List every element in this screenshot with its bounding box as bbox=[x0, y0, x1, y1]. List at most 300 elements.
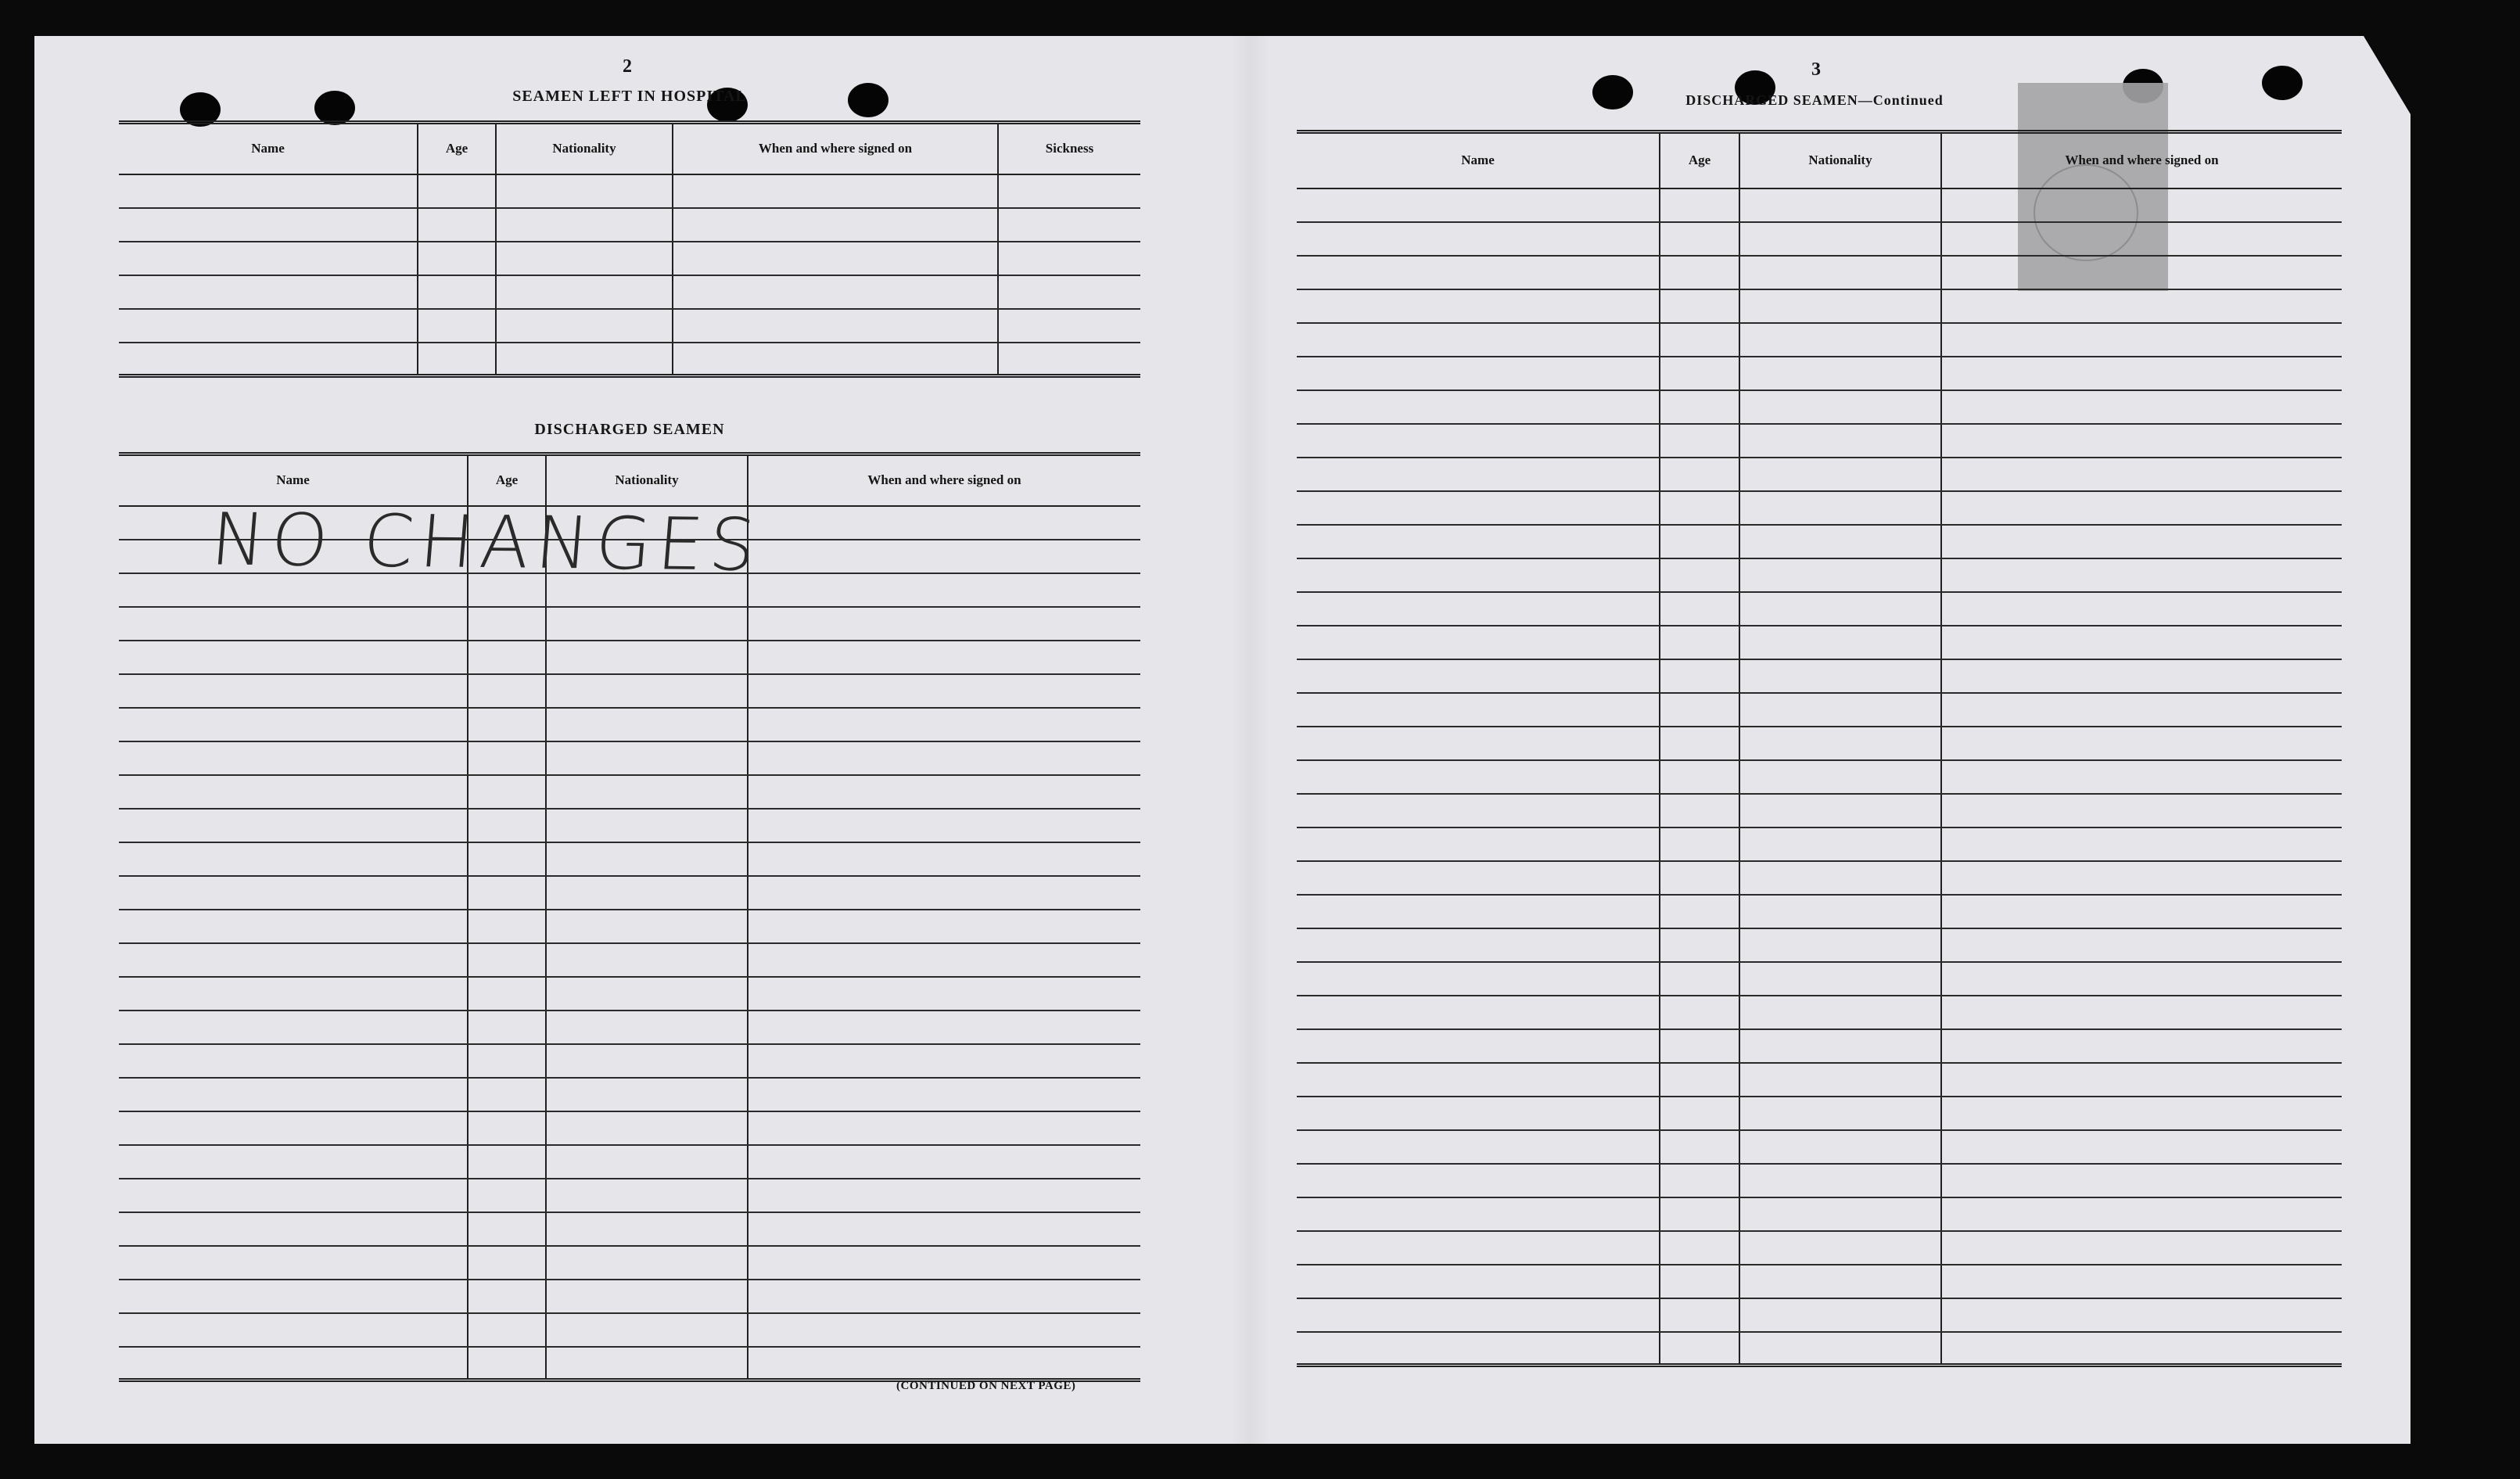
table-cell bbox=[546, 1313, 748, 1347]
table-cell bbox=[1297, 458, 1660, 491]
table-cell bbox=[468, 607, 546, 641]
table-cell bbox=[1297, 592, 1660, 626]
table-cell bbox=[1297, 794, 1660, 827]
table-cell bbox=[748, 607, 1140, 641]
table-cell bbox=[468, 1044, 546, 1078]
table-cell bbox=[546, 1011, 748, 1044]
table-cell bbox=[496, 208, 673, 242]
table-cell bbox=[119, 607, 468, 641]
table-cell bbox=[1297, 323, 1660, 357]
table-cell bbox=[1660, 222, 1739, 256]
table-cell bbox=[119, 1212, 468, 1246]
table-cell bbox=[1739, 1197, 1941, 1231]
table-cell bbox=[1297, 1332, 1660, 1366]
table-row bbox=[119, 943, 1140, 977]
table-cell bbox=[418, 242, 496, 275]
table-cell bbox=[468, 641, 546, 674]
table-cell bbox=[1739, 928, 1941, 962]
table-cell bbox=[1297, 659, 1660, 693]
table-cell bbox=[119, 208, 418, 242]
table-cell bbox=[748, 641, 1140, 674]
page-fold bbox=[1231, 36, 1270, 1444]
table-cell bbox=[546, 1347, 748, 1380]
table-cell bbox=[1941, 1164, 2342, 1197]
table-cell bbox=[1297, 727, 1660, 760]
table-cell bbox=[1941, 895, 2342, 928]
table-cell bbox=[998, 309, 1140, 343]
table-cell bbox=[468, 674, 546, 708]
column-header-signed-on: When and where signed on bbox=[1941, 132, 2342, 188]
table-cell bbox=[1297, 357, 1660, 390]
table-cell bbox=[1297, 1164, 1660, 1197]
table-cell bbox=[1941, 592, 2342, 626]
table-cell bbox=[1297, 188, 1660, 222]
table-cell bbox=[546, 1212, 748, 1246]
table-cell bbox=[748, 1212, 1140, 1246]
table-cell bbox=[1941, 1097, 2342, 1130]
table-row bbox=[119, 607, 1140, 641]
table-cell bbox=[1660, 1164, 1739, 1197]
table-cell bbox=[1297, 827, 1660, 861]
table-cell bbox=[119, 1179, 468, 1212]
table-cell bbox=[748, 1246, 1140, 1280]
table-cell bbox=[1660, 895, 1739, 928]
table-cell bbox=[119, 809, 468, 842]
table-cell bbox=[546, 1044, 748, 1078]
table-cell bbox=[1941, 323, 2342, 357]
table-cell bbox=[1660, 390, 1739, 424]
table-cell bbox=[1739, 222, 1941, 256]
table-row bbox=[1297, 1029, 2342, 1063]
table-row bbox=[119, 1246, 1140, 1280]
table-cell bbox=[1941, 491, 2342, 525]
table-cell bbox=[1739, 289, 1941, 323]
table-cell bbox=[1941, 659, 2342, 693]
table-cell bbox=[468, 910, 546, 943]
table-cell bbox=[1297, 491, 1660, 525]
table-row bbox=[1297, 1130, 2342, 1164]
table-row bbox=[1297, 895, 2342, 928]
table-cell bbox=[1297, 895, 1660, 928]
table-cell bbox=[1739, 659, 1941, 693]
table-row bbox=[1297, 491, 2342, 525]
table-cell bbox=[468, 876, 546, 910]
table-cell bbox=[748, 842, 1140, 876]
table-cell bbox=[748, 977, 1140, 1011]
table-cell bbox=[546, 943, 748, 977]
table-cell bbox=[1739, 256, 1941, 289]
table-cell bbox=[119, 1011, 468, 1044]
table-cell bbox=[1941, 390, 2342, 424]
table-row bbox=[1297, 323, 2342, 357]
discharged-continued-title: DISCHARGED SEAMEN—Continued bbox=[1685, 92, 1944, 108]
table-cell bbox=[1941, 1332, 2342, 1366]
table-row bbox=[119, 1111, 1140, 1145]
table-cell bbox=[1297, 289, 1660, 323]
table-cell bbox=[468, 1179, 546, 1212]
table-row bbox=[1297, 928, 2342, 962]
table-row bbox=[1297, 424, 2342, 458]
table-row bbox=[119, 1280, 1140, 1313]
table-cell bbox=[673, 208, 998, 242]
table-cell bbox=[119, 1078, 468, 1111]
table-cell bbox=[748, 876, 1140, 910]
table-cell bbox=[1941, 760, 2342, 794]
table-cell bbox=[1941, 458, 2342, 491]
table-cell bbox=[1941, 996, 2342, 1029]
column-header-sickness: Sickness bbox=[998, 123, 1140, 174]
table-cell bbox=[1297, 222, 1660, 256]
table-cell bbox=[1739, 1130, 1941, 1164]
table-cell bbox=[1660, 289, 1739, 323]
table-cell bbox=[1941, 827, 2342, 861]
table-cell bbox=[1660, 188, 1739, 222]
table-cell bbox=[748, 540, 1140, 573]
table-row bbox=[1297, 390, 2342, 424]
table-cell bbox=[418, 174, 496, 208]
table-cell bbox=[673, 174, 998, 208]
table-cell bbox=[546, 876, 748, 910]
table-cell bbox=[546, 809, 748, 842]
table-cell bbox=[1297, 760, 1660, 794]
table-cell bbox=[546, 1246, 748, 1280]
table-row bbox=[119, 1212, 1140, 1246]
column-header-age: Age bbox=[418, 123, 496, 174]
table-cell bbox=[468, 1347, 546, 1380]
table-row bbox=[1297, 1265, 2342, 1298]
column-header-name: Name bbox=[119, 123, 418, 174]
table-cell bbox=[468, 977, 546, 1011]
table-cell bbox=[119, 1347, 468, 1380]
table-row bbox=[1297, 256, 2342, 289]
handwritten-note: NO CHANGES bbox=[207, 497, 765, 587]
table-cell bbox=[119, 876, 468, 910]
table-cell bbox=[673, 343, 998, 376]
table-cell bbox=[748, 708, 1140, 741]
table-row bbox=[1297, 1332, 2342, 1366]
table-cell bbox=[468, 708, 546, 741]
table-cell bbox=[1660, 727, 1739, 760]
table-cell bbox=[1739, 626, 1941, 659]
table-cell bbox=[1739, 424, 1941, 458]
table-row bbox=[119, 1179, 1140, 1212]
table-row bbox=[119, 275, 1140, 309]
table-row bbox=[119, 809, 1140, 842]
table-cell bbox=[1941, 962, 2342, 996]
table-cell bbox=[748, 943, 1140, 977]
table-row bbox=[1297, 1298, 2342, 1332]
table-cell bbox=[1297, 424, 1660, 458]
torn-corner bbox=[2364, 36, 2411, 114]
table-row bbox=[1297, 794, 2342, 827]
table-cell bbox=[1297, 256, 1660, 289]
table-cell bbox=[119, 1145, 468, 1179]
table-cell bbox=[1739, 996, 1941, 1029]
table-cell bbox=[1941, 727, 2342, 760]
table-row bbox=[119, 1313, 1140, 1347]
table-cell bbox=[1297, 1097, 1660, 1130]
table-cell bbox=[1739, 491, 1941, 525]
table-cell bbox=[1660, 357, 1739, 390]
table-cell bbox=[468, 1212, 546, 1246]
table-cell bbox=[1660, 1197, 1739, 1231]
table-cell bbox=[1297, 996, 1660, 1029]
page-number-right: 3 bbox=[1811, 59, 1821, 80]
table-cell bbox=[546, 910, 748, 943]
table-cell bbox=[748, 775, 1140, 809]
table-cell bbox=[1941, 626, 2342, 659]
table-cell bbox=[1739, 458, 1941, 491]
column-header-age: Age bbox=[1660, 132, 1739, 188]
table-cell bbox=[1739, 962, 1941, 996]
table-cell bbox=[1941, 424, 2342, 458]
table-cell bbox=[546, 741, 748, 775]
table-cell bbox=[1660, 794, 1739, 827]
column-header-nationality: Nationality bbox=[496, 123, 673, 174]
table-cell bbox=[546, 1280, 748, 1313]
table-cell bbox=[1660, 558, 1739, 592]
table-cell bbox=[119, 708, 468, 741]
table-row bbox=[1297, 962, 2342, 996]
table-cell bbox=[468, 1313, 546, 1347]
table-cell bbox=[748, 809, 1140, 842]
table-row bbox=[119, 242, 1140, 275]
table-row bbox=[119, 977, 1140, 1011]
table-cell bbox=[468, 741, 546, 775]
table-cell bbox=[748, 910, 1140, 943]
table-cell bbox=[1941, 693, 2342, 727]
table-cell bbox=[119, 977, 468, 1011]
table-cell bbox=[496, 242, 673, 275]
table-cell bbox=[119, 1111, 468, 1145]
table-cell bbox=[468, 943, 546, 977]
table-row bbox=[119, 910, 1140, 943]
table-row bbox=[119, 1078, 1140, 1111]
table-cell bbox=[1660, 1130, 1739, 1164]
table-cell bbox=[468, 809, 546, 842]
table-cell bbox=[1297, 861, 1660, 895]
column-header-name: Name bbox=[119, 454, 468, 506]
table-cell bbox=[1739, 525, 1941, 558]
table-cell bbox=[1739, 1063, 1941, 1097]
table-cell bbox=[1297, 1231, 1660, 1265]
table-cell bbox=[1660, 1029, 1739, 1063]
discharged-continued-table bbox=[1297, 130, 2342, 1367]
table-cell bbox=[1660, 424, 1739, 458]
table-row bbox=[1297, 1164, 2342, 1197]
table-cell bbox=[1941, 1029, 2342, 1063]
table-cell bbox=[1660, 1063, 1739, 1097]
table-cell bbox=[1739, 693, 1941, 727]
table-cell bbox=[1739, 827, 1941, 861]
table-row bbox=[119, 708, 1140, 741]
table-cell bbox=[418, 208, 496, 242]
table-cell bbox=[119, 1280, 468, 1313]
table-cell bbox=[119, 174, 418, 208]
table-row bbox=[119, 876, 1140, 910]
table-cell bbox=[546, 708, 748, 741]
table-cell bbox=[1660, 256, 1739, 289]
table-row bbox=[1297, 996, 2342, 1029]
table-cell bbox=[1297, 1063, 1660, 1097]
table-row bbox=[1297, 1197, 2342, 1231]
table-cell bbox=[1660, 626, 1739, 659]
table-cell bbox=[119, 943, 468, 977]
table-cell bbox=[1739, 1164, 1941, 1197]
table-cell bbox=[1739, 357, 1941, 390]
table-cell bbox=[119, 309, 418, 343]
column-header-signed-on: When and where signed on bbox=[748, 454, 1140, 506]
table-cell bbox=[1739, 558, 1941, 592]
discharged-section-title: DISCHARGED SEAMEN bbox=[534, 421, 725, 438]
table-cell bbox=[1941, 188, 2342, 222]
table-cell bbox=[1941, 1265, 2342, 1298]
table-cell bbox=[748, 1078, 1140, 1111]
table-cell bbox=[1941, 1063, 2342, 1097]
table-cell bbox=[468, 1011, 546, 1044]
table-cell bbox=[748, 741, 1140, 775]
table-cell bbox=[1660, 760, 1739, 794]
table-cell bbox=[1297, 558, 1660, 592]
discharged-table bbox=[119, 452, 1140, 1382]
table-cell bbox=[468, 1280, 546, 1313]
table-row bbox=[119, 1347, 1140, 1380]
table-cell bbox=[673, 309, 998, 343]
table-cell bbox=[1660, 827, 1739, 861]
table-cell bbox=[748, 1347, 1140, 1380]
table-row bbox=[1297, 289, 2342, 323]
table-cell bbox=[1297, 1298, 1660, 1332]
table-cell bbox=[1739, 390, 1941, 424]
table-cell bbox=[119, 343, 418, 376]
table-cell bbox=[1660, 928, 1739, 962]
table-cell bbox=[1739, 1231, 1941, 1265]
table-cell bbox=[1660, 962, 1739, 996]
column-header-nationality: Nationality bbox=[1739, 132, 1941, 188]
table-cell bbox=[998, 174, 1140, 208]
table-row bbox=[119, 741, 1140, 775]
table-row bbox=[119, 1044, 1140, 1078]
table-cell bbox=[1941, 289, 2342, 323]
table-cell bbox=[748, 674, 1140, 708]
table-row bbox=[119, 842, 1140, 876]
table-cell bbox=[1660, 1298, 1739, 1332]
table-row bbox=[1297, 188, 2342, 222]
table-cell bbox=[1660, 1097, 1739, 1130]
table-row bbox=[1297, 1063, 2342, 1097]
table-cell bbox=[546, 977, 748, 1011]
table-cell bbox=[119, 775, 468, 809]
table-cell bbox=[748, 1313, 1140, 1347]
table-cell bbox=[1941, 558, 2342, 592]
table-row bbox=[119, 641, 1140, 674]
table-cell bbox=[119, 1246, 468, 1280]
table-row bbox=[1297, 222, 2342, 256]
table-row bbox=[1297, 827, 2342, 861]
table-cell bbox=[1739, 188, 1941, 222]
column-header-age: Age bbox=[468, 454, 546, 506]
hospital-table bbox=[119, 120, 1140, 378]
table-cell bbox=[1941, 1231, 2342, 1265]
page-number-left: 2 bbox=[623, 56, 632, 77]
table-row bbox=[119, 343, 1140, 376]
table-cell bbox=[418, 275, 496, 309]
table-cell bbox=[1739, 1298, 1941, 1332]
table-cell bbox=[998, 275, 1140, 309]
table-cell bbox=[468, 1078, 546, 1111]
table-row bbox=[1297, 1231, 2342, 1265]
table-cell bbox=[496, 343, 673, 376]
table-row bbox=[1297, 659, 2342, 693]
table-cell bbox=[418, 309, 496, 343]
table-cell bbox=[1660, 996, 1739, 1029]
table-cell bbox=[468, 775, 546, 809]
table-cell bbox=[119, 1044, 468, 1078]
table-row bbox=[1297, 727, 2342, 760]
table-cell bbox=[998, 208, 1140, 242]
punch-hole bbox=[2262, 66, 2303, 100]
table-cell bbox=[1941, 861, 2342, 895]
table-cell bbox=[748, 1145, 1140, 1179]
table-cell bbox=[1297, 626, 1660, 659]
table-cell bbox=[546, 607, 748, 641]
table-cell bbox=[1660, 861, 1739, 895]
table-cell bbox=[1660, 1332, 1739, 1366]
table-cell bbox=[1941, 525, 2342, 558]
table-cell bbox=[1297, 1265, 1660, 1298]
table-cell bbox=[119, 275, 418, 309]
table-cell bbox=[119, 1313, 468, 1347]
table-cell bbox=[1297, 962, 1660, 996]
table-row bbox=[119, 1011, 1140, 1044]
column-header-signed-on: When and where signed on bbox=[673, 123, 998, 174]
table-cell bbox=[1739, 1097, 1941, 1130]
table-cell bbox=[1739, 1029, 1941, 1063]
table-row bbox=[1297, 558, 2342, 592]
table-cell bbox=[546, 1145, 748, 1179]
table-cell bbox=[1660, 525, 1739, 558]
table-cell bbox=[1739, 727, 1941, 760]
table-cell bbox=[546, 641, 748, 674]
table-row bbox=[1297, 592, 2342, 626]
table-row bbox=[119, 174, 1140, 208]
table-cell bbox=[546, 1078, 748, 1111]
table-row bbox=[1297, 693, 2342, 727]
table-cell bbox=[546, 1179, 748, 1212]
table-cell bbox=[119, 674, 468, 708]
table-cell bbox=[1297, 928, 1660, 962]
table-cell bbox=[1297, 1029, 1660, 1063]
table-cell bbox=[673, 275, 998, 309]
table-cell bbox=[1739, 760, 1941, 794]
table-cell bbox=[468, 1111, 546, 1145]
table-cell bbox=[998, 343, 1140, 376]
table-cell bbox=[748, 1280, 1140, 1313]
table-cell bbox=[1739, 895, 1941, 928]
table-cell bbox=[119, 242, 418, 275]
table-row bbox=[1297, 626, 2342, 659]
table-cell bbox=[1941, 1197, 2342, 1231]
table-cell bbox=[673, 242, 998, 275]
table-cell bbox=[1297, 1130, 1660, 1164]
table-cell bbox=[748, 1179, 1140, 1212]
table-row bbox=[119, 208, 1140, 242]
table-cell bbox=[748, 506, 1140, 540]
table-cell bbox=[496, 174, 673, 208]
table-cell bbox=[1739, 1332, 1941, 1366]
table-cell bbox=[748, 1011, 1140, 1044]
discharged-table-body bbox=[119, 506, 1140, 1380]
